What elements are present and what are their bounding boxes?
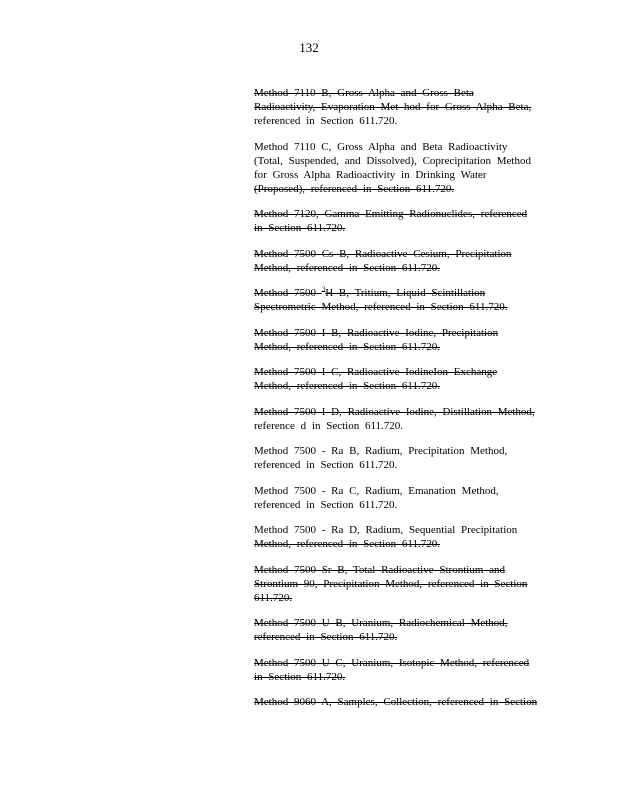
struck-text-line: Method 7500 Sr B, Total Radioactive Strontium and bbox=[254, 563, 506, 576]
struck-text-line: Method 7500 I C, Radioactive IodineIon Exchange bbox=[254, 366, 498, 378]
method-reference-list bbox=[254, 86, 540, 721]
struck-text-line: Method 7120, Gamma Emitting Radionuclides, referenced bbox=[254, 208, 528, 220]
method-entry bbox=[254, 286, 540, 314]
struck-text-line: Method 7110 B, Gross Alpha and Gross Beta bbox=[254, 87, 474, 99]
struck-text-line: Method, referenced in Section 611.720. bbox=[254, 538, 441, 550]
method-entry bbox=[254, 86, 540, 128]
struck-text-line: (Proposed), referenced in Section 611.720. bbox=[254, 182, 455, 195]
struck-text-line: Spectrometric Method, referenced in Section 611.720. bbox=[254, 301, 508, 313]
method-entry bbox=[254, 484, 540, 512]
text-line: Method 7110 C, Gross Alpha and Beta Radioactivity bbox=[254, 140, 508, 153]
method-entry bbox=[254, 616, 540, 644]
struck-text-line: in Section 611.720. bbox=[254, 670, 346, 683]
text-line: reference d in Section 611.720. bbox=[254, 419, 404, 432]
text-line: referenced in Section 611.720. bbox=[254, 498, 398, 511]
method-entry bbox=[254, 247, 540, 275]
struck-text-line: in Section 611.720. bbox=[254, 222, 346, 234]
struck-text-line: Method 7500 I D, Radioactive Iodine, Distillation Method, bbox=[254, 405, 535, 418]
text-line: referenced in Section 611.720. bbox=[254, 459, 398, 471]
text-line: Method 7500 - Ra B, Radium, Precipitation Method, bbox=[254, 445, 508, 457]
method-entry bbox=[254, 695, 540, 709]
method-entry bbox=[254, 656, 540, 684]
struck-text-line: Method, referenced in Section 611.720. bbox=[254, 261, 441, 274]
method-entry bbox=[254, 563, 540, 605]
method-entry bbox=[254, 405, 540, 433]
method-entry bbox=[254, 207, 540, 235]
text-line: Method 7500 - Ra C, Radium, Emanation Method, bbox=[254, 484, 499, 497]
superscript: 3 bbox=[321, 285, 326, 294]
method-entry bbox=[254, 523, 540, 551]
page-number: 132 bbox=[299, 40, 319, 55]
text-line: for Gross Alpha Radioactivity in Drinking Water bbox=[254, 168, 487, 181]
struck-text-line: Method, referenced in Section 611.720. bbox=[254, 380, 441, 392]
text-line: referenced in Section 611.720. bbox=[254, 115, 398, 127]
struck-text-line: Method 7500 U C, Uranium, Isotopic Method, referenced bbox=[254, 656, 530, 669]
struck-text-line bbox=[254, 286, 540, 300]
struck-text-line: referenced in Section 611.720. bbox=[254, 631, 398, 643]
struck-text-line: Method 7500 Cs B, Radioactive Cesium, Precipitation bbox=[254, 247, 512, 260]
text-line: Method 7500 - Ra D, Radium, Sequential Precipitation bbox=[254, 524, 518, 536]
struck-text-line: Method, referenced in Section 611.720. bbox=[254, 340, 441, 353]
struck-text-line: 611.720. bbox=[254, 591, 293, 604]
struck-text-line: Strontium 90, Precipitation Method, referenced in Section bbox=[254, 577, 528, 590]
text-segment: Method 7500 bbox=[254, 287, 322, 299]
struck-text-line: Method 7500 I B, Radioactive Iodine, Precipitation bbox=[254, 326, 499, 339]
struck-text-line: Radioactivity, Evaporation Met hod for Gross Alpha Beta, bbox=[254, 101, 532, 113]
method-entry bbox=[254, 140, 540, 196]
struck-text-line: Method 7500 U B, Uranium, Radiochemical Method, bbox=[254, 617, 508, 629]
struck-text-line: Method 9060 A, Samples, Collection, referenced in Section bbox=[254, 696, 538, 708]
text-line: (Total, Suspended, and Dissolved), Coprecipitation Method bbox=[254, 154, 531, 167]
method-entry bbox=[254, 444, 540, 472]
text-segment: H B, Tritium, Liquid Scintillation bbox=[325, 287, 486, 299]
method-entry bbox=[254, 326, 540, 354]
method-entry bbox=[254, 365, 540, 393]
